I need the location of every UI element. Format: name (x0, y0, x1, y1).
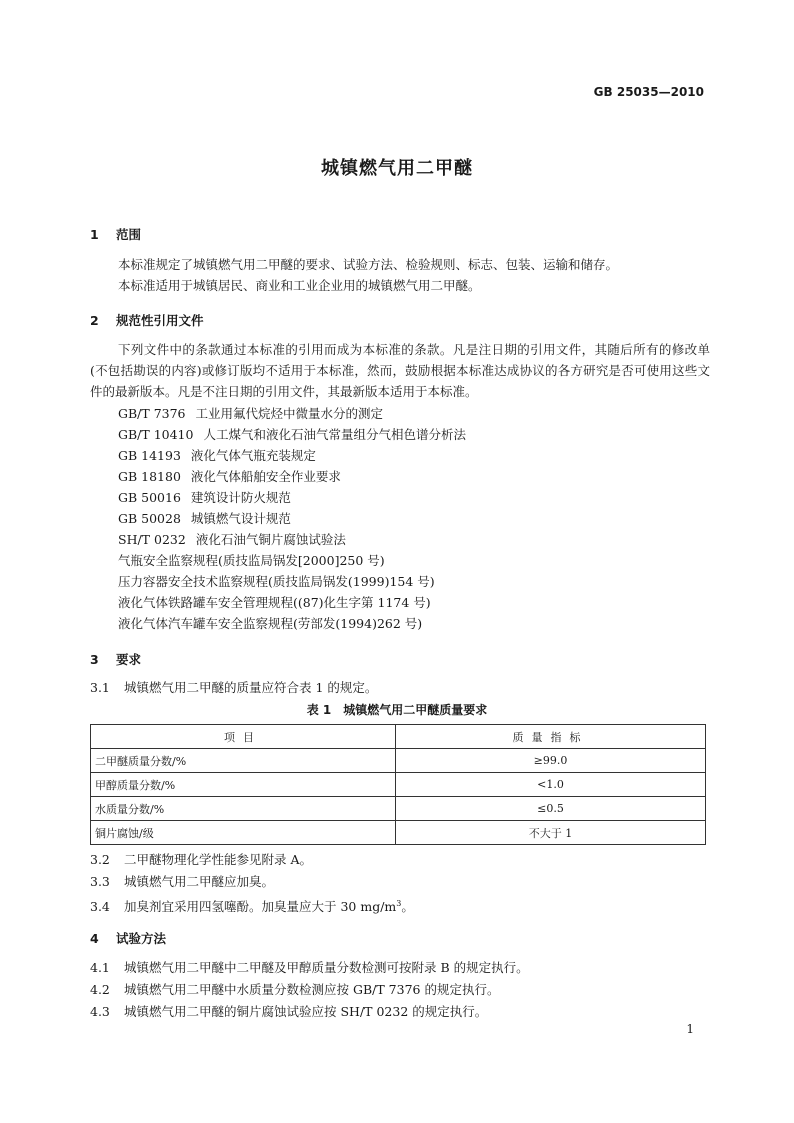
row-item: 二甲醚质量分数/% (91, 749, 396, 773)
page-number: 1 (686, 1022, 694, 1036)
column-header-item: 项目 (91, 725, 396, 749)
reference-code: SH/T 0232 (118, 532, 186, 547)
section-3-heading (90, 650, 141, 668)
section-number: 2 (90, 313, 99, 328)
row-value: 不大于 1 (396, 821, 706, 845)
reference-code: GB/T 10410 (118, 427, 194, 442)
reference-item (118, 487, 291, 508)
section-4-heading (90, 929, 166, 947)
document-code: GB 25035—2010 (593, 85, 704, 99)
clause-text: 城镇燃气用二甲醚中二甲醚及甲醇质量分数检测可按附录 B 的规定执行。 (124, 960, 529, 975)
section-number: 1 (90, 227, 99, 242)
reference-item (118, 424, 466, 445)
reference-item (118, 592, 431, 613)
reference-item (118, 550, 385, 571)
reference-name: 液化气体铁路罐车安全管理规程((87)化生字第 1174 号) (118, 595, 431, 610)
reference-name: 工业用氟代烷烃中微量水分的测定 (195, 406, 384, 421)
clause-number: 4.1 (90, 960, 110, 975)
clause-text: 加臭剂宜采用四氢噻酚。加臭量应大于 30 mg/m (124, 899, 397, 915)
column-header-index: 质量指标 (396, 725, 706, 749)
clause-3-2 (90, 849, 312, 870)
reference-item (118, 613, 422, 634)
reference-name: 人工煤气和液化石油气常量组分气相色谱分析法 (203, 427, 466, 442)
section-number: 3 (90, 652, 99, 667)
table-row (91, 821, 706, 845)
reference-item (118, 466, 341, 487)
section-2-heading (90, 311, 204, 329)
section-title: 规范性引用文件 (116, 313, 204, 328)
reference-name: 液化气体气瓶充装规定 (190, 448, 316, 463)
clause-4-2 (90, 979, 499, 1000)
section-1-heading (90, 225, 141, 243)
clause-text-end: 。 (401, 899, 414, 915)
clause-4-1 (90, 957, 529, 978)
row-item: 铜片腐蚀/级 (91, 821, 396, 845)
reference-item (118, 508, 291, 529)
paragraph: 本标准适用于城镇居民、商业和工业企业用的城镇燃气用二甲醚。 (118, 278, 481, 293)
row-value: ≥99.0 (396, 749, 706, 773)
section-title: 试验方法 (116, 931, 167, 946)
reference-item (118, 403, 383, 424)
reference-item (118, 529, 346, 550)
reference-code: GB 18180 (118, 469, 181, 484)
clause-text: 城镇燃气用二甲醚应加臭。 (124, 874, 275, 889)
table-caption: 表 1 城镇燃气用二甲醚质量要求 (306, 703, 488, 717)
reference-name: 液化气体汽车罐车安全监察规程(劳部发(1994)262 号) (118, 616, 423, 631)
reference-name: 城镇燃气设计规范 (190, 511, 291, 526)
row-item: 甲醇质量分数/% (91, 773, 396, 797)
paragraph: 本标准规定了城镇燃气用二甲醚的要求、试验方法、检验规则、标志、包装、运输和储存。 (118, 257, 619, 272)
reference-code: GB 50016 (118, 490, 181, 505)
clause-4-3 (90, 1001, 487, 1022)
reference-item (118, 445, 316, 466)
superscript: 3 (396, 899, 402, 908)
clause-number: 4.3 (90, 1004, 110, 1019)
section-title: 要求 (116, 652, 142, 667)
document-title: 城镇燃气用二甲醚 (321, 158, 473, 179)
clause-3-4 (90, 893, 414, 917)
reference-name: 液化气体船舶安全作业要求 (190, 469, 341, 484)
reference-code: GB 14193 (118, 448, 181, 463)
reference-name: 压力容器安全技术监察规程(质技监局锅发(1999)154 号) (118, 574, 435, 589)
clause-number: 3.2 (90, 852, 110, 867)
clause-text: 二甲醚物理化学性能参见附录 A。 (124, 852, 313, 867)
clause-3-3 (90, 871, 274, 892)
section-title: 范围 (116, 227, 142, 242)
clause-number: 3.1 (90, 680, 110, 695)
clause-number: 4.2 (90, 982, 110, 997)
reference-code: GB/T 7376 (118, 406, 186, 421)
clause-number: 3.4 (90, 899, 110, 915)
table-header-row (91, 725, 706, 749)
row-item: 水质量分数/% (91, 797, 396, 821)
row-value: <1.0 (396, 773, 706, 797)
paragraph: 下列文件中的条款通过本标准的引用而成为本标准的条款。凡是注日期的引用文件，其随后所有的修改单(不包括勘误的内容)或修订版均不适用于本标准，然而，鼓励根据本标准达成协议的各方研究是否可使用这些文件的最新版本。凡是不注日期的引用文件，其最新版本适用于本标准。 (90, 342, 710, 399)
clause-3-1 (90, 677, 377, 698)
reference-name: 液化石油气铜片腐蚀试验法 (195, 532, 346, 547)
clause-number: 3.3 (90, 874, 110, 889)
section-number: 4 (90, 931, 99, 946)
table-row (91, 773, 706, 797)
reference-code: GB 50028 (118, 511, 181, 526)
reference-name: 建筑设计防火规范 (190, 490, 291, 505)
clause-text: 城镇燃气用二甲醚的铜片腐蚀试验应按 SH/T 0232 的规定执行。 (124, 1004, 488, 1019)
row-value: ≤0.5 (396, 797, 706, 821)
clause-text: 城镇燃气用二甲醚的质量应符合表 1 的规定。 (124, 680, 378, 695)
table-row (91, 749, 706, 773)
reference-name: 气瓶安全监察规程(质技监局锅发[2000]250 号) (118, 553, 385, 568)
reference-item (118, 571, 435, 592)
table-row (91, 797, 706, 821)
clause-text: 城镇燃气用二甲醚中水质量分数检测应按 GB/T 7376 的规定执行。 (124, 982, 500, 997)
quality-requirements-table (90, 724, 706, 845)
